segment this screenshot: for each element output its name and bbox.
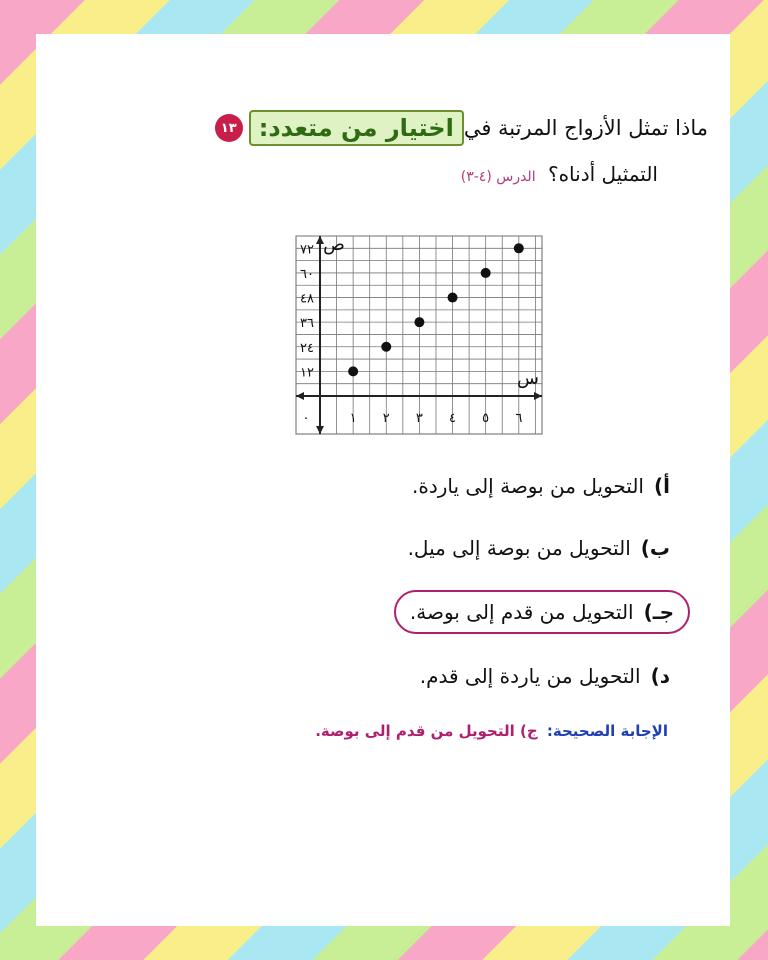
option-a-text: التحويل من بوصة إلى ياردة. (412, 474, 644, 498)
y-tick-label: ٢٤ (300, 340, 314, 356)
correct-answer (315, 722, 668, 740)
option-a[interactable] (310, 455, 670, 517)
y-tick-label: ١٢ (300, 365, 314, 381)
multiple-choice-tag: اختيار من متعدد: (249, 110, 464, 146)
answer-text: ج) التحويل من قدم إلى بوصة. (315, 722, 538, 740)
data-point (448, 293, 458, 303)
question-header (207, 110, 708, 146)
x-tick-label: ٤ (449, 411, 457, 426)
data-point (348, 366, 358, 376)
option-a-letter: أ) (654, 474, 670, 498)
option-c-text: التحويل من قدم إلى بوصة. (409, 600, 634, 624)
option-d[interactable] (310, 645, 670, 707)
x-tick-label: ١ (349, 411, 357, 426)
x-axis-arrow-left (296, 392, 304, 400)
answer-options (310, 455, 674, 707)
answer-label: الإجابة الصحيحة: (546, 722, 668, 740)
question-number-badge: ١٣ (215, 114, 243, 142)
question-text-line2: التمثيل أدناه؟ (547, 162, 658, 186)
x-tick-label: ٢ (382, 411, 390, 426)
x-tick-label: ٣ (415, 411, 423, 426)
chart-frame (296, 236, 542, 434)
option-b-text: التحويل من بوصة إلى ميل. (407, 536, 631, 560)
option-c[interactable] (394, 590, 690, 634)
y-tick-label: ٦٠ (300, 266, 314, 282)
y-tick-label: ٧٢ (300, 242, 314, 258)
data-point (414, 317, 424, 327)
y-tick-label: ٣٦ (300, 316, 314, 332)
data-point (514, 243, 524, 253)
option-d-letter: د) (650, 664, 670, 688)
option-c-letter: جـ) (643, 600, 674, 624)
data-point (481, 268, 491, 278)
question-line2 (461, 162, 658, 186)
x-axis-label: س (517, 368, 539, 389)
y-axis-label: ص (323, 234, 345, 255)
scatter-chart (260, 198, 550, 458)
data-point (381, 342, 391, 352)
option-b-letter: ب) (640, 536, 670, 560)
origin-label: ٠ (302, 411, 310, 426)
y-axis-arrow-down (316, 426, 324, 434)
x-tick-label: ٦ (515, 411, 523, 426)
option-d-text: التحويل من ياردة إلى قدم. (419, 664, 641, 688)
x-tick-label: ٥ (482, 411, 490, 426)
question-text-line1: ماذا تمثل الأزواج المرتبة في (463, 116, 708, 140)
y-tick-label: ٤٨ (300, 291, 314, 307)
lesson-reference: الدرس (٤-٣) (460, 169, 536, 185)
x-axis-arrow (534, 392, 542, 400)
option-b[interactable] (310, 517, 670, 579)
